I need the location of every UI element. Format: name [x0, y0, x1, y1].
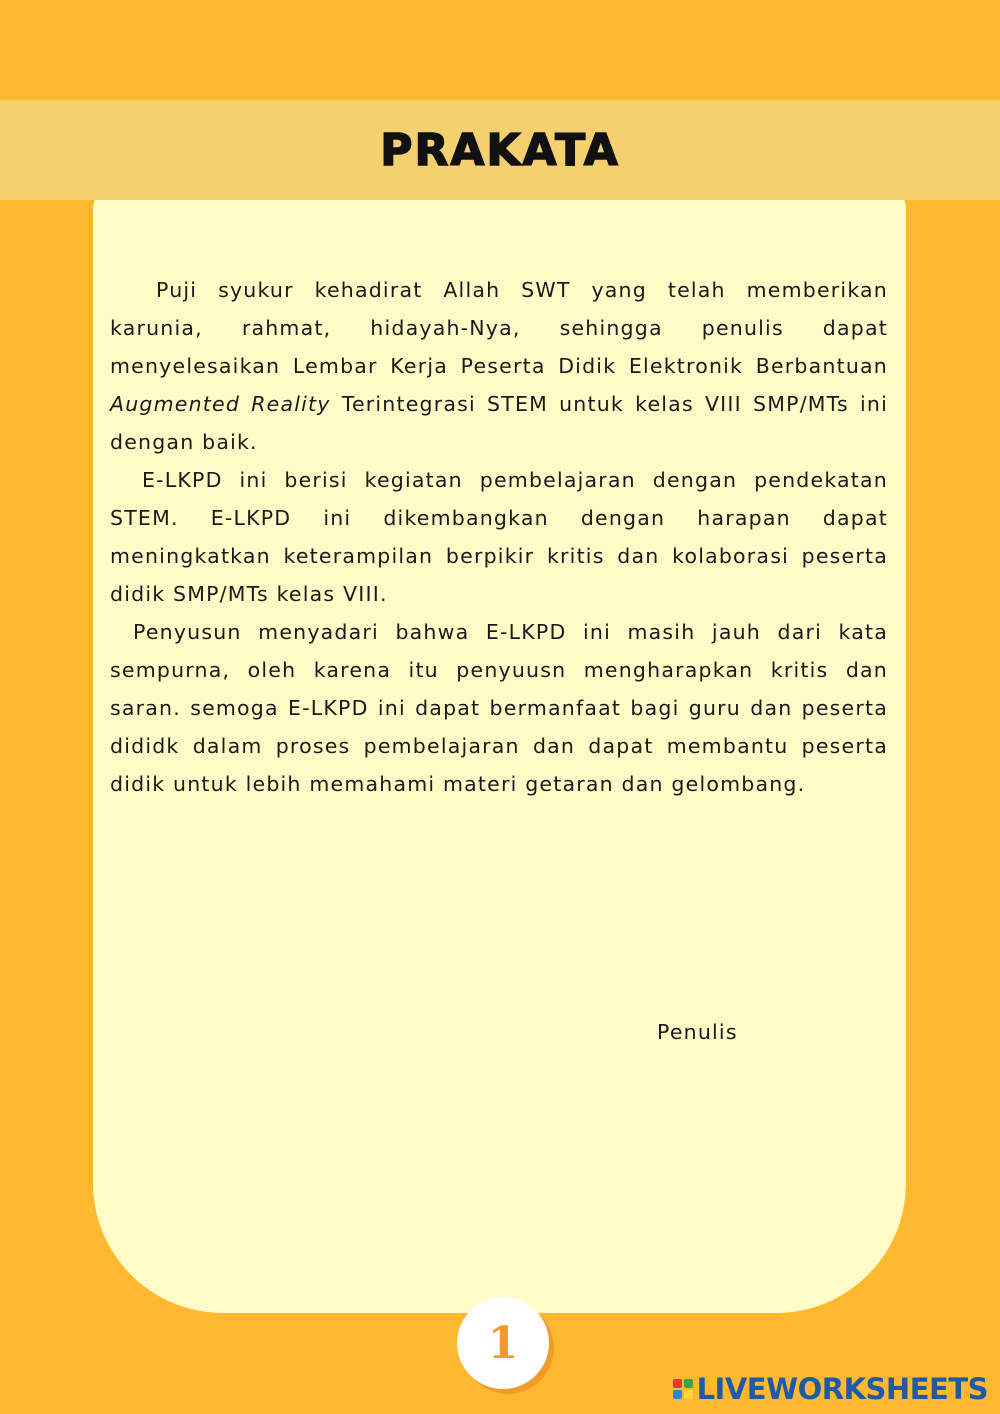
paragraph-3: Penyusun menyadari bahwa E-LKPD ini masih jauh dari kata sempurna, oleh karena itu penyuusn mengharapkan kritis dan saran. semoga E-LKPD ini dapat bermanfaat bagi guru dan peserta dididk dalam proses pembelajaran dan dapat membantu peserta didik untuk lebih memahami materi getaran dan gelombang.	[110, 620, 888, 796]
paragraph-2: E-LKPD ini berisi kegiatan pembelajaran dengan pendekatan STEM. E-LKPD ini dikembangkan dengan harapan dapat meningkatkan keterampilan berpikir kritis dan kolaborasi peserta didik SMP/MTs kelas VIII.	[110, 468, 888, 606]
paragraph-1-text-end: Terintegrasi STEM untuk kelas VIII SMP/MTs ini dengan baik.	[110, 392, 888, 454]
logo-square-yellow	[684, 1390, 693, 1399]
preface-text	[110, 271, 888, 803]
paragraph-1-text: Puji syukur kehadirat Allah SWT yang telah memberikan karunia, rahmat, hidayah-Nya, sehingga penulis dapat menyelesaikan Lembar Kerja Peserta Didik Elektronik Berbantuan	[110, 278, 888, 378]
liveworksheets-watermark	[673, 1372, 988, 1406]
liveworksheets-logo-icon	[673, 1379, 693, 1399]
logo-square-red	[673, 1379, 682, 1388]
author-signature: Penulis	[657, 1020, 738, 1044]
page-number-badge	[457, 1297, 549, 1389]
watermark-text: LIVEWORKSHEETS	[696, 1372, 988, 1406]
paragraph-1	[110, 271, 888, 461]
title-band	[0, 100, 1000, 200]
page-title: PRAKATA	[380, 124, 620, 176]
logo-square-blue	[673, 1390, 682, 1399]
paragraph-1-emphasis: Augmented Reality	[110, 392, 331, 416]
logo-square-green	[684, 1379, 693, 1388]
page-number: 1	[487, 1317, 519, 1369]
